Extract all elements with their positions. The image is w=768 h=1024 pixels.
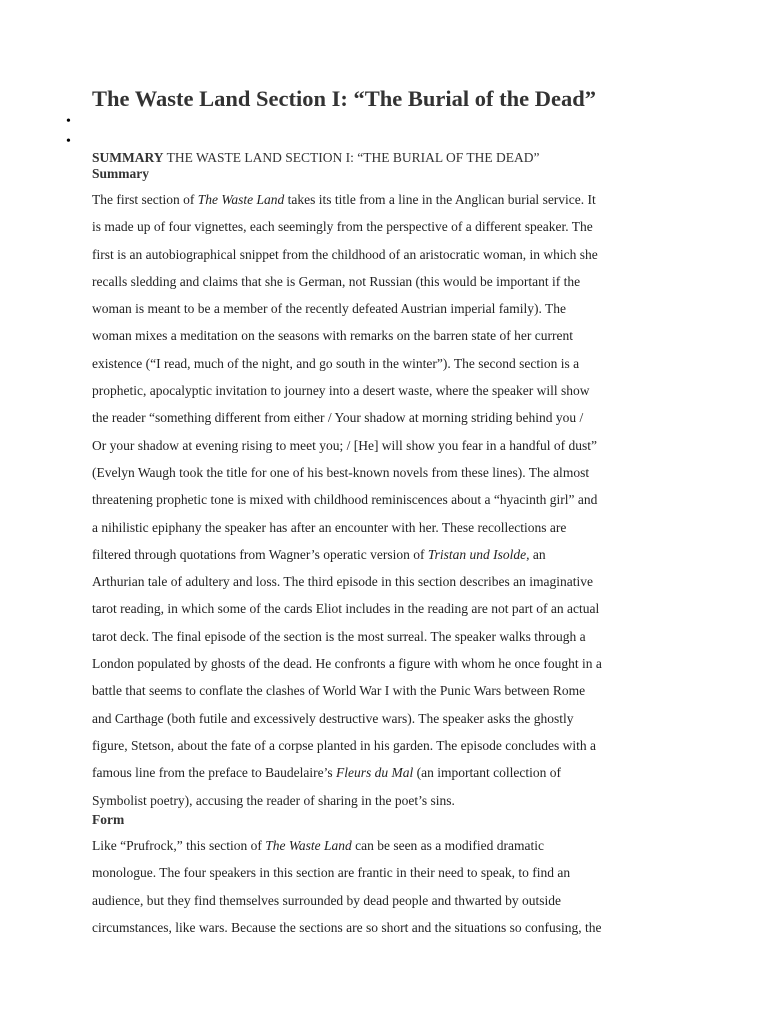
text-line	[92, 432, 602, 459]
text-line	[92, 914, 602, 941]
italic-title: Fleurs du Mal	[336, 765, 414, 781]
text-run: takes its title from a line in the Anglican burial service. It	[284, 192, 596, 207]
text-run: threatening prophetic tone is mixed with childhood reminiscences about a “hyacinth girl” and	[92, 492, 598, 508]
text-run: and Carthage (both futile and excessively destructive wars). The speaker asks the ghostly	[92, 710, 574, 726]
text-line	[92, 514, 602, 541]
italic-title: The Waste Land	[265, 838, 352, 853]
text-run: (Evelyn Waugh took the title for one of his best-known novels from these lines). The almost	[92, 464, 590, 480]
form-heading: Form	[92, 812, 125, 827]
text-line	[92, 887, 602, 914]
text-run: is made up of four vignettes, each seemingly from the perspective of a different speaker. The	[92, 219, 593, 235]
text-line	[92, 650, 602, 677]
text-run: tarot deck. The final episode of the section is the most surreal. The speaker walks through a	[92, 628, 586, 644]
text-run: recalls sledding and claims that she is German, not Russian (this would be important if the	[92, 273, 581, 289]
text-run: figure, Stetson, about the fate of a corpse planted in his garden. The episode concludes with a	[92, 737, 596, 753]
text-line	[92, 322, 602, 349]
summary-paragraph	[92, 186, 602, 814]
section-heading	[92, 150, 540, 166]
section-heading-text: THE WASTE LAND SECTION I: “THE BURIAL OF THE DEAD”	[166, 150, 540, 165]
italic-title: The Waste Land	[197, 192, 285, 207]
text-line	[92, 732, 602, 759]
text-run: Or your shadow at evening rising to meet you; / [He] will show you fear in a handful of dust”	[92, 437, 598, 453]
text-line	[92, 623, 602, 650]
text-run: famous line from the preface to Baudelaire’s	[92, 765, 337, 781]
text-run: tarot reading, in which some of the cards Eliot includes in the reading are not part of an actual	[92, 601, 600, 617]
text-line	[92, 268, 602, 295]
text-run: the reader “something different from either / Your shadow at morning striding behind you /	[92, 410, 584, 426]
text-run: battle that seems to conflate the clashes of World War I with the Punic Wars between Rome	[92, 683, 586, 699]
summary-heading: Summary	[92, 166, 149, 181]
text-line	[92, 486, 602, 513]
text-run: circumstances, like wars. Because the sections are so short and the situations so confusing, the	[92, 919, 602, 935]
form-paragraph	[92, 832, 602, 941]
text-line	[92, 241, 602, 268]
text-line	[92, 787, 602, 814]
text-run: an	[529, 546, 546, 562]
italic-title: Tristan und Isolde,	[427, 546, 530, 562]
text-run: audience, but they find themselves surrounded by dead people and thwarted by outside	[92, 892, 561, 908]
bullet-item	[66, 112, 71, 132]
section-heading-label: SUMMARY	[92, 150, 164, 165]
text-run: woman mixes a meditation on the seasons with remarks on the barren state of her current	[92, 328, 573, 344]
text-line	[92, 459, 602, 486]
text-run: can be seen as a modified dramatic	[351, 838, 545, 853]
text-run: woman is meant to be a member of the recently defeated Austrian imperial family). The	[92, 301, 566, 317]
text-line	[92, 595, 602, 622]
text-line	[92, 705, 602, 732]
text-line	[92, 832, 602, 859]
text-line	[92, 759, 602, 786]
text-run: monologue. The four speakers in this section are frantic in their need to speak, to find an	[92, 865, 571, 881]
text-run: London populated by ghosts of the dead. He confronts a figure with whom he once fought in a	[92, 656, 602, 672]
bullet-list	[66, 112, 71, 152]
page-title: The Waste Land Section I: “The Burial of the Dead”	[92, 86, 596, 111]
bullet-item	[66, 132, 71, 152]
text-run: (an important collection of	[413, 765, 561, 781]
text-run: a nihilistic epiphany the speaker has after an encounter with her. These recollections are	[92, 519, 567, 535]
text-run: Like “Prufrock,” this section of	[92, 838, 266, 853]
text-run: The first section of	[92, 192, 198, 207]
text-run: filtered through quotations from Wagner’s operatic version of	[92, 546, 428, 562]
text-run: Symbolist poetry), accusing the reader of sharing in the poet’s sins.	[92, 792, 455, 808]
text-line	[92, 568, 602, 595]
text-line	[92, 859, 602, 886]
text-run: existence (“I read, much of the night, and go south in the winter”). The second section is a	[92, 355, 580, 371]
text-line	[92, 541, 602, 568]
text-line	[92, 213, 602, 240]
text-line	[92, 350, 602, 377]
text-line	[92, 377, 602, 404]
text-line	[92, 295, 602, 322]
text-line	[92, 186, 602, 213]
text-run: prophetic, apocalyptic invitation to journey into a desert waste, where the speaker will show	[92, 383, 590, 399]
text-line	[92, 677, 602, 704]
text-run: first is an autobiographical snippet from the childhood of an aristocratic woman, in which she	[92, 246, 598, 262]
text-run: Arthurian tale of adultery and loss. The third episode in this section describes an imaginative	[92, 574, 593, 590]
text-line	[92, 404, 602, 431]
